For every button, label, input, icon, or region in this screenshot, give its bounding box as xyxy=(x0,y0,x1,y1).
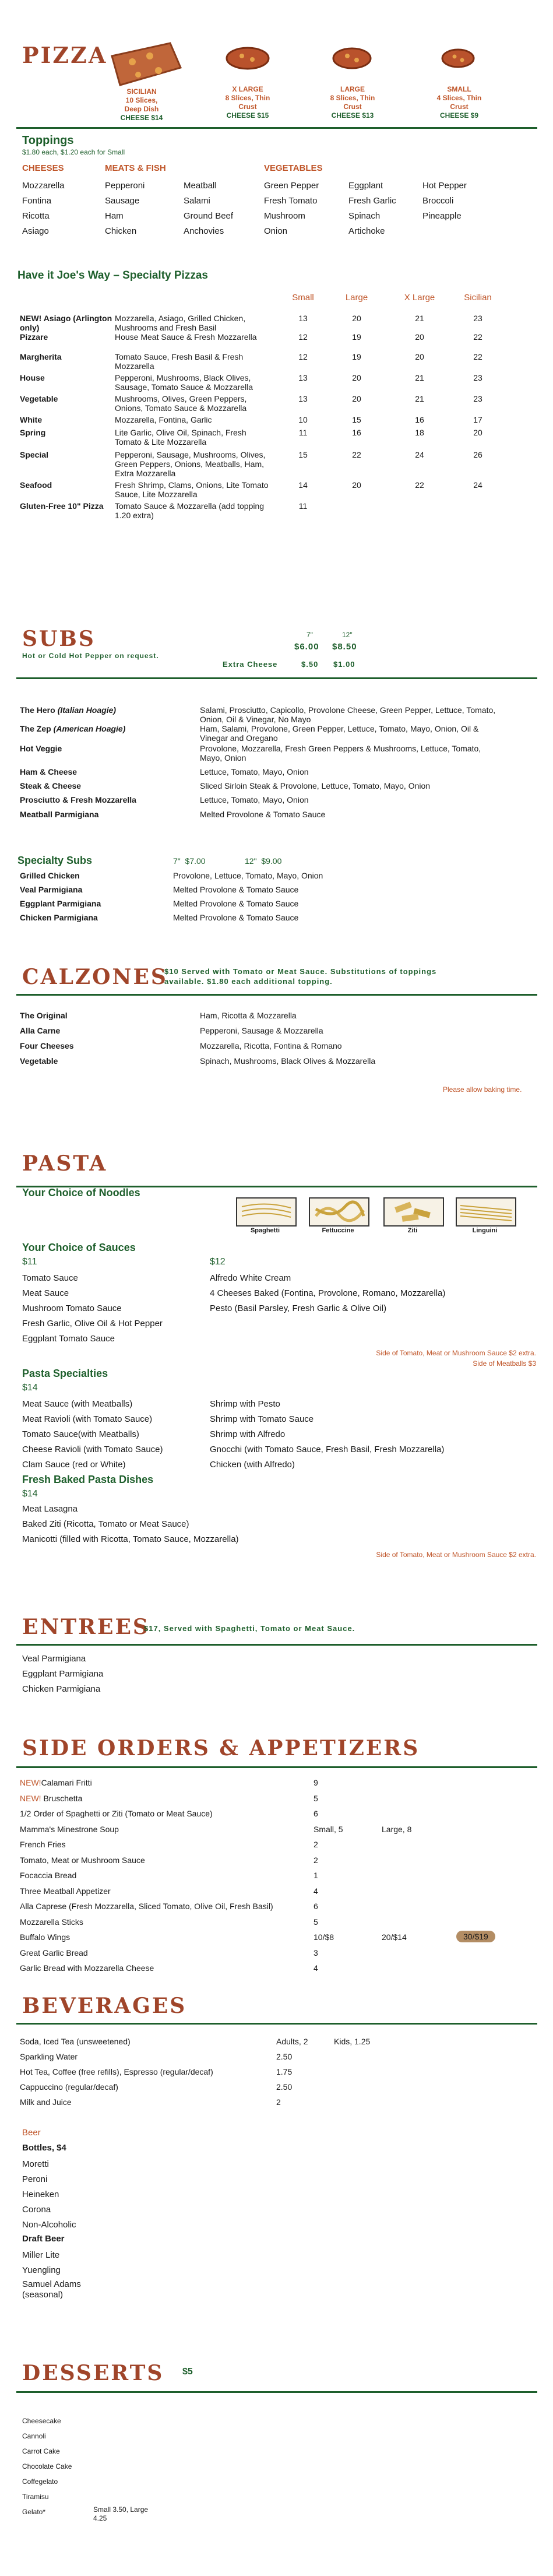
sub-description: Melted Provolone & Tomato Sauce xyxy=(200,810,326,819)
pasta-specialties-list-a xyxy=(22,1397,163,1472)
pizza-price: 14 xyxy=(298,480,308,490)
pizza-name: Gluten-Free 10" Pizza xyxy=(20,501,104,511)
size-large: LARGE 8 Slices, Thin Crust CHEESE $13 xyxy=(330,85,375,120)
pizza-price: 13 xyxy=(298,373,308,382)
toppings-note: $1.80 each, $1.20 each for Small xyxy=(22,148,125,156)
pizza-description: House Meat Sauce & Fresh Mozzarella xyxy=(115,332,257,342)
list-item: Meat Lasagna xyxy=(22,1504,78,1514)
fettuccine-image xyxy=(309,1197,369,1227)
baked-pasta-price: $14 xyxy=(22,1489,38,1499)
list-item: Fresh Garlic xyxy=(348,196,396,206)
sub-description: Ham, Salami, Provolone, Green Pepper, Lettuce, Tomato, Mayo, Onion, Oil & Vinegar and Oregano xyxy=(200,724,479,743)
pizza-price: 23 xyxy=(473,373,482,382)
subs-size-7: 7" xyxy=(307,631,313,639)
subs-size-12: 12" xyxy=(342,631,353,639)
pizza-price: 13 xyxy=(298,394,308,403)
list-item: Fontina xyxy=(22,196,52,206)
pizza-description: Lite Garlic, Olive Oil, Spinach, Fresh Tomato & Lite Mozzarella xyxy=(115,428,246,447)
list-item: Meatball xyxy=(184,181,217,191)
list-item: Heineken xyxy=(22,2190,59,2199)
specialty-sub-name: Grilled Chicken xyxy=(20,871,80,880)
xlarge-pizza-image xyxy=(224,44,271,72)
list-item: Eggplant Parmigiana xyxy=(22,1669,104,1679)
beer-title: Beer xyxy=(22,2128,41,2138)
pizza-price: 20 xyxy=(352,480,361,490)
pizza-price: 26 xyxy=(473,450,482,459)
list-item: 4 Cheeses Baked (Fontina, Provolone, Romano, Mozzarella) xyxy=(210,1288,446,1298)
pizza-description: Mushrooms, Olives, Green Peppers, Onions, Tomato Sauce & Mozzarella xyxy=(115,394,247,413)
bottles-title: Bottles, $4 xyxy=(22,2143,66,2153)
side-item-name: Buffalo Wings xyxy=(20,1932,71,1942)
pizza-price: 15 xyxy=(352,415,361,424)
list-item: Ground Beef xyxy=(184,211,234,221)
list-item: Shrimp with Alfredo xyxy=(210,1429,286,1439)
list-item: Pepperoni xyxy=(105,181,145,191)
entrees-title: ENTREES xyxy=(22,1615,150,1639)
pizza-price: 13 xyxy=(298,314,308,323)
side-price: 2 xyxy=(314,1840,318,1849)
sub-description: Sliced Sirloin Steak & Provolone, Lettuce, Tomato, Mayo, Onion xyxy=(200,781,431,790)
pizza-price: 21 xyxy=(415,373,424,382)
pizza-price: 20 xyxy=(473,428,482,437)
spaghetti-image xyxy=(236,1197,297,1227)
entrees-subtitle: $17, Served with Spaghetti, Tomato or Meat Sauce. xyxy=(144,1624,355,1633)
pizza-price: 20 xyxy=(352,314,361,323)
col-head-small: Small xyxy=(292,293,314,303)
list-item: Mushroom xyxy=(264,211,305,221)
pizza-price: 11 xyxy=(298,501,308,511)
entrees-list xyxy=(22,1651,103,1697)
list-item: Salami xyxy=(184,196,210,206)
meat-list-a xyxy=(105,178,145,239)
side-item-name: NEW! Bruschetta xyxy=(20,1794,83,1803)
divider xyxy=(16,677,537,679)
list-item: Chicken Parmigiana xyxy=(22,1684,101,1694)
sp-size-7: 7" $7.00 xyxy=(173,856,206,866)
side-price: 1 xyxy=(314,1871,318,1880)
list-item: Chicken (with Alfredo) xyxy=(210,1460,295,1470)
sub-name: The Zep (American Hoagie) xyxy=(20,724,126,733)
pizza-name: White xyxy=(20,415,43,424)
pizza-price: 19 xyxy=(352,352,361,361)
sub-description: Lettuce, Tomato, Mayo, Onion xyxy=(200,795,309,804)
linguini-image xyxy=(456,1197,516,1227)
pizza-price: 24 xyxy=(473,480,482,490)
cheese-list xyxy=(22,178,65,239)
specialty-subs-title: Specialty Subs xyxy=(17,855,93,866)
pizza-name: Margherita xyxy=(20,352,62,361)
list-item: Carrot Cake xyxy=(22,2447,60,2455)
bottles-list xyxy=(22,2157,76,2233)
specialty-sub-description: Provolone, Lettuce, Tomato, Mayo, Onion xyxy=(173,871,323,880)
divider xyxy=(16,1644,537,1646)
pizza-price: 21 xyxy=(415,314,424,323)
subs-subtitle: Hot or Cold Hot Pepper on request. xyxy=(22,652,159,660)
list-item: Non-Alcoholic xyxy=(22,2220,76,2230)
pizza-price: 22 xyxy=(473,332,482,342)
toppings-title: Toppings xyxy=(22,134,74,147)
baking-time-note: Please allow baking time. xyxy=(443,1085,522,1094)
list-item: Meat Sauce xyxy=(22,1288,69,1298)
pizza-price: 22 xyxy=(473,352,482,361)
list-item: Fresh Garlic, Olive Oil & Hot Pepper xyxy=(22,1319,163,1329)
sp-size-12: 12" $9.00 xyxy=(245,856,282,866)
side-price: Large, 8 xyxy=(382,1825,412,1834)
list-item: Artichoke xyxy=(348,226,385,236)
side-item-name: Mozzarella Sticks xyxy=(20,1917,83,1927)
side-price: 5 xyxy=(314,1794,318,1803)
calzone-name: Four Cheeses xyxy=(20,1041,74,1050)
pizza-description: Tomato Sauce, Fresh Basil & Fresh Mozzarella xyxy=(115,352,244,371)
sub-name: Meatball Parmigiana xyxy=(20,810,99,819)
list-item: Tiramisu xyxy=(22,2493,49,2501)
pizza-price: 20 xyxy=(415,352,424,361)
subs-price-12: $8.50 xyxy=(332,642,357,652)
sub-name: The Hero (Italian Hoagie) xyxy=(20,705,117,715)
side-meatballs-note: Side of Meatballs $3 xyxy=(473,1359,536,1368)
specialty-sub-name: Veal Parmigiana xyxy=(20,885,83,894)
beverage-name: Cappuccino (regular/decaf) xyxy=(20,2082,118,2092)
pizza-price: 12 xyxy=(298,352,308,361)
gelato-note: Small 3.50, Large 4.25 xyxy=(93,2505,149,2522)
pizza-name: NEW! Asiago (Arlington only) xyxy=(20,314,112,332)
side-price-badge: 30/$19 xyxy=(456,1931,495,1942)
pasta-specialties-title: Pasta Specialties xyxy=(22,1368,108,1379)
list-item: Eggplant Tomato Sauce xyxy=(22,1334,115,1344)
sauces-price-11: $11 xyxy=(22,1257,37,1267)
calzone-description: Pepperoni, Sausage & Mozzarella xyxy=(200,1026,323,1035)
beverage-price: 2.50 xyxy=(276,2082,293,2092)
list-item: Meat Sauce (with Meatballs) xyxy=(22,1399,133,1409)
desserts-price: $5 xyxy=(182,2367,193,2377)
list-item: Peroni xyxy=(22,2174,48,2184)
side-item-name: Tomato, Meat or Mushroom Sauce xyxy=(20,1855,145,1865)
beverage-price: Kids, 1.25 xyxy=(334,2037,371,2046)
vegetables-heading: VEGETABLES xyxy=(264,163,323,173)
specialty-pizzas-title: Have it Joe's Way – Specialty Pizzas xyxy=(17,269,208,282)
list-item: Onion xyxy=(264,226,288,236)
list-item: Ham xyxy=(105,211,124,221)
list-item: Moretti xyxy=(22,2159,49,2169)
noodle-label: Linguini xyxy=(472,1227,498,1234)
pizza-name: House xyxy=(20,373,45,382)
pizza-price: 19 xyxy=(352,332,361,342)
sicilian-pizza-image xyxy=(100,38,182,91)
size-xlarge: X LARGE 8 Slices, Thin Crust CHEESE $15 xyxy=(225,85,270,120)
pizza-price: 20 xyxy=(415,332,424,342)
beverage-name: Milk and Juice xyxy=(20,2097,72,2107)
list-item: Ricotta xyxy=(22,211,50,221)
side-price: 20/$14 xyxy=(382,1932,407,1942)
pizza-price: 17 xyxy=(473,415,482,424)
side-price: 4 xyxy=(314,1963,318,1973)
list-item: Broccoli xyxy=(422,196,454,206)
beverage-price: 2.50 xyxy=(276,2052,293,2061)
baked-pasta-list xyxy=(22,1502,239,1547)
pizza-price: 15 xyxy=(298,450,308,459)
list-item: Tomato Sauce xyxy=(22,1273,78,1283)
divider xyxy=(16,2391,537,2393)
pizza-price: 16 xyxy=(352,428,361,437)
desserts-title: DESSERTS xyxy=(22,2361,164,2385)
pasta-title: PASTA xyxy=(22,1151,108,1176)
side-item-name: Three Meatball Appetizer xyxy=(20,1886,111,1896)
pizza-price: 22 xyxy=(415,480,424,490)
side-item-name: Alla Caprese (Fresh Mozzarella, Sliced Tomato, Olive Oil, Fresh Basil) xyxy=(20,1902,273,1911)
divider xyxy=(16,2023,537,2025)
pizza-description: Mozzarella, Fontina, Garlic xyxy=(115,415,212,424)
pizza-description: Mozzarella, Asiago, Grilled Chicken, Mushrooms and Fresh Basil xyxy=(115,314,246,332)
list-item: Chicken xyxy=(105,226,137,236)
pizza-description: Tomato Sauce & Mozzarella (add topping 1.20 extra) xyxy=(115,501,265,520)
side-item-name: Focaccia Bread xyxy=(20,1871,77,1880)
side-item-name: Great Garlic Bread xyxy=(20,1948,88,1958)
list-item: Eggplant xyxy=(348,181,383,191)
pizza-price: 23 xyxy=(473,314,482,323)
pizza-price: 12 xyxy=(298,332,308,342)
side-item-name: 1/2 Order of Spaghetti or Ziti (Tomato or Meat Sauce) xyxy=(20,1809,213,1818)
side-sauce-note: Side of Tomato, Meat or Mushroom Sauce $2 extra. xyxy=(376,1349,536,1357)
calzone-description: Ham, Ricotta & Mozzarella xyxy=(200,1011,297,1020)
beverage-price: Adults, 2 xyxy=(276,2037,308,2046)
large-pizza-image xyxy=(331,45,373,71)
side-price: 3 xyxy=(314,1948,318,1958)
pizza-price: 11 xyxy=(298,428,308,437)
list-item: Fresh Tomato xyxy=(264,196,318,206)
specialty-sub-description: Melted Provolone & Tomato Sauce xyxy=(173,913,299,922)
side-item-name: Mamma's Minestrone Soup xyxy=(20,1825,119,1834)
list-item: Cheesecake xyxy=(22,2417,61,2425)
pizza-price: 24 xyxy=(415,450,424,459)
draft-title: Draft Beer xyxy=(22,2234,65,2244)
specialty-sub-description: Melted Provolone & Tomato Sauce xyxy=(173,885,299,894)
sides-title: SIDE ORDERS & APPETIZERS xyxy=(22,1736,420,1760)
list-item: Shrimp with Tomato Sauce xyxy=(210,1414,314,1424)
veg-list-a xyxy=(264,178,319,239)
pizza-price: 23 xyxy=(473,394,482,403)
side-price: 10/$8 xyxy=(314,1932,334,1942)
side-item-name: NEW!Calamari Fritti xyxy=(20,1778,92,1787)
meats-heading: MEATS & FISH xyxy=(105,163,166,173)
divider xyxy=(16,1766,537,1768)
list-item: Mushroom Tomato Sauce xyxy=(22,1303,122,1313)
extra-cheese-7: $.50 xyxy=(301,660,319,669)
list-item: Alfredo White Cream xyxy=(210,1273,291,1283)
pizza-title: PIZZA xyxy=(22,42,108,68)
baked-sauce-note: Side of Tomato, Meat or Mushroom Sauce $2 extra. xyxy=(376,1551,536,1559)
list-item: Gelato* xyxy=(22,2508,46,2516)
noodles-title: Your Choice of Noodles xyxy=(22,1187,140,1199)
specialty-sub-name: Chicken Parmigiana xyxy=(20,913,98,922)
beverage-name: Hot Tea, Coffee (free refills), Espresso (regular/decaf) xyxy=(20,2067,213,2076)
side-price: 6 xyxy=(314,1902,318,1911)
noodle-label: Ziti xyxy=(407,1227,418,1234)
cheeses-heading: CHEESES xyxy=(22,163,64,173)
calzone-name: Alla Carne xyxy=(20,1026,61,1035)
list-item: Cannoli xyxy=(22,2432,46,2440)
sauces-11-list xyxy=(22,1271,163,1347)
calzone-name: Vegetable xyxy=(20,1056,58,1066)
meat-list-b xyxy=(184,178,233,239)
small-pizza-image xyxy=(440,47,476,70)
list-item: Anchovies xyxy=(184,226,224,236)
sub-description: Lettuce, Tomato, Mayo, Onion xyxy=(200,767,309,776)
divider xyxy=(16,994,537,996)
sauces-title: Your Choice of Sauces xyxy=(22,1242,136,1253)
list-item: Cheese Ravioli (with Tomato Sauce) xyxy=(22,1445,163,1454)
calzones-title: CALZONES xyxy=(22,965,168,989)
sub-name: Ham & Cheese xyxy=(20,767,78,776)
list-item: Samuel Adams (seasonal) xyxy=(22,2279,81,2300)
col-head-sicilian: Sicilian xyxy=(464,293,492,303)
list-item: Sausage xyxy=(105,196,140,206)
noodle-label: Fettuccine xyxy=(322,1227,354,1234)
beverage-name: Soda, Iced Tea (unsweetened) xyxy=(20,2037,131,2046)
pizza-name: Spring xyxy=(20,428,46,437)
list-item: Hot Pepper xyxy=(422,181,467,191)
size-sicilian: SICILIAN 10 Slices, Deep Dish CHEESE $14 xyxy=(120,87,163,122)
pizza-price: 18 xyxy=(415,428,424,437)
side-price: 6 xyxy=(314,1809,318,1818)
sub-description: Provolone, Mozzarella, Fresh Green Peppers & Mushrooms, Lettuce, Tomato, Mayo, Onion xyxy=(200,744,481,762)
specialty-sub-name: Eggplant Parmigiana xyxy=(20,899,101,908)
side-item-name: French Fries xyxy=(20,1840,66,1849)
side-price: 2 xyxy=(314,1855,318,1865)
list-item: Gnocchi (with Tomato Sauce, Fresh Basil, Fresh Mozzarella) xyxy=(210,1445,445,1454)
side-item-name: Garlic Bread with Mozzarella Cheese xyxy=(20,1963,154,1973)
side-price: 5 xyxy=(314,1917,318,1927)
pizza-description: Fresh Shrimp, Clams, Onions, Lite Tomato Sauce, Lite Mozzarella xyxy=(115,480,269,499)
noodle-label: Spaghetti xyxy=(250,1227,280,1234)
sub-name: Hot Veggie xyxy=(20,744,62,753)
list-item: Miller Lite xyxy=(22,2250,60,2260)
list-item: Manicotti (filled with Ricotta, Tomato Sauce, Mozzarella) xyxy=(22,1534,239,1544)
pizza-name: Vegetable xyxy=(20,394,58,403)
pizza-name: Special xyxy=(20,450,49,459)
size-small: SMALL 4 Slices, Thin Crust CHEESE $9 xyxy=(436,85,482,120)
pizza-name: Seafood xyxy=(20,480,52,490)
calzone-description: Spinach, Mushrooms, Black Olives & Mozzarella xyxy=(200,1056,376,1066)
beverage-price: 1.75 xyxy=(276,2067,293,2076)
list-item: Clam Sauce (red or White) xyxy=(22,1460,126,1470)
list-item: Meat Ravioli (with Tomato Sauce) xyxy=(22,1414,153,1424)
list-item: Coffegelato xyxy=(22,2477,58,2486)
list-item: Chocolate Cake xyxy=(22,2462,72,2470)
ziti-image xyxy=(383,1197,444,1227)
sub-name: Steak & Cheese xyxy=(20,781,82,790)
beverages-title: BEVERAGES xyxy=(22,1994,187,2018)
list-item: Mozzarella xyxy=(22,181,65,191)
draft-list xyxy=(22,2248,61,2278)
subs-title: SUBS xyxy=(22,627,96,651)
list-item: Yuengling xyxy=(22,2265,61,2275)
extra-cheese-12: $1.00 xyxy=(333,660,355,669)
pizza-price: 21 xyxy=(415,394,424,403)
pizza-name: Pizzare xyxy=(20,332,48,342)
sauces-price-12: $12 xyxy=(210,1257,226,1267)
calzones-subtitle: $10 Served with Tomato or Meat Sauce. Substitutions of toppings available. $1.80 each additional topping. xyxy=(164,967,437,986)
pizza-price: 10 xyxy=(298,415,308,424)
subs-price-7: $6.00 xyxy=(294,642,319,652)
pizza-price: 20 xyxy=(352,394,361,403)
sub-description: Salami, Prosciutto, Capicollo, Provolone Cheese, Green Pepper, Lettuce, Tomato, Onion, Oil & Vinegar, No Mayo xyxy=(200,705,496,724)
baked-pasta-title: Fresh Baked Pasta Dishes xyxy=(22,1474,154,1485)
side-price: Small, 5 xyxy=(314,1825,343,1834)
pizza-price: 22 xyxy=(352,450,361,459)
col-head-large: Large xyxy=(345,293,368,303)
list-item: Baked Ziti (Ricotta, Tomato or Meat Sauce) xyxy=(22,1519,189,1529)
col-head-xlarge: X Large xyxy=(404,293,435,303)
list-item: Corona xyxy=(22,2205,51,2215)
beverage-price: 2 xyxy=(276,2097,281,2107)
pasta-specialties-price: $14 xyxy=(22,1383,38,1393)
list-item: Tomato Sauce(with Meatballs) xyxy=(22,1429,139,1439)
specialty-sub-description: Melted Provolone & Tomato Sauce xyxy=(173,899,299,908)
divider xyxy=(16,127,537,129)
veg-list-b xyxy=(348,178,396,239)
list-item: Veal Parmigiana xyxy=(22,1654,86,1664)
list-item: Pineapple xyxy=(422,211,462,221)
calzone-description: Mozzarella, Ricotta, Fontina & Romano xyxy=(200,1041,342,1050)
pizza-description: Pepperoni, Mushrooms, Black Olives, Sausage, Tomato Sauce & Mozzarella xyxy=(115,373,253,392)
sauces-12-list xyxy=(210,1271,445,1316)
veg-list-c xyxy=(422,178,467,224)
extra-cheese-label: Extra Cheese xyxy=(223,660,278,669)
pizza-price: 16 xyxy=(415,415,424,424)
side-price: 4 xyxy=(314,1886,318,1896)
pasta-specialties-list-b xyxy=(210,1397,444,1472)
list-item: Pesto (Basil Parsley, Fresh Garlic & Olive Oil) xyxy=(210,1303,387,1313)
list-item: Asiago xyxy=(22,226,49,236)
desserts-list xyxy=(22,2413,72,2519)
pizza-price: 20 xyxy=(352,373,361,382)
calzone-name: The Original xyxy=(20,1011,68,1020)
pizza-description: Pepperoni, Sausage, Mushrooms, Olives, Green Peppers, Onions, Meatballs, Ham, Extra Mozzarella xyxy=(115,450,266,478)
beverage-name: Sparkling Water xyxy=(20,2052,78,2061)
list-item: Green Pepper xyxy=(264,181,319,191)
list-item: Shrimp with Pesto xyxy=(210,1399,280,1409)
sub-name: Prosciutto & Fresh Mozzarella xyxy=(20,795,136,804)
list-item: Spinach xyxy=(348,211,381,221)
side-price: 9 xyxy=(314,1778,318,1787)
